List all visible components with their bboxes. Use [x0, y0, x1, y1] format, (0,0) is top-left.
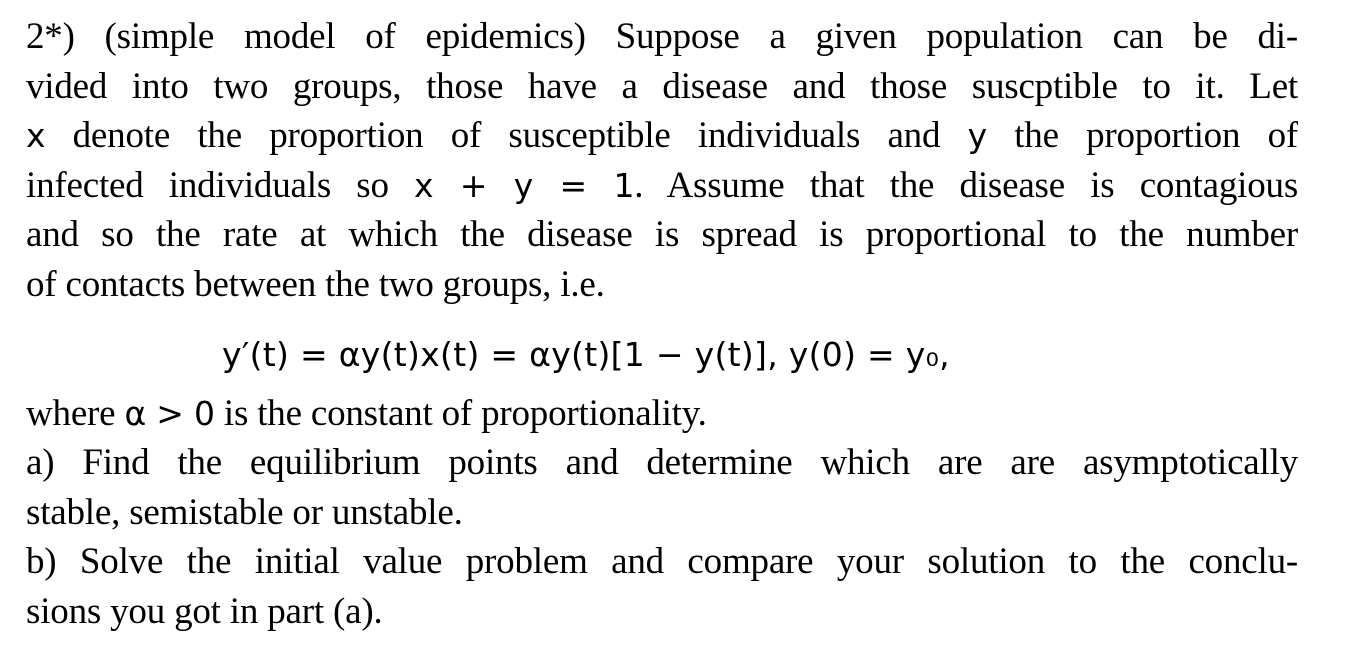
text-segment: denote the proportion of susceptible individuals and	[45, 115, 968, 156]
problem-text	[26, 12, 1298, 636]
part-a-line-2: stable, semistable or unstable.	[26, 491, 463, 533]
text-line-5: and so the rate at which the disease is spread is proportional to the number	[26, 214, 1298, 255]
text-line-6: of contacts between the two groups, i.e.	[26, 263, 605, 305]
text-segment: . Assume that the disease is contagious	[634, 164, 1298, 206]
text-line-4	[26, 161, 1298, 211]
math-x: x	[26, 116, 46, 155]
text-segment: is the constant of proportionality.	[214, 392, 707, 434]
text-line-7	[26, 389, 1298, 439]
part-b-line-2: sions you got in part (a).	[26, 590, 383, 632]
part-a-line-1: a) Find the equilibrium points and determine which are are asymptotically	[26, 442, 1298, 483]
text-line-2: vided into two groups, those have a disease and those suscptible to it. Let	[26, 65, 1298, 107]
math-y: y	[967, 116, 987, 155]
text-line-3	[26, 111, 1298, 161]
part-b-line-1: b) Solve the initial value problem and compare your solution to the conclu-	[26, 541, 1298, 582]
logistic-equation: y′(t) = αy(t)x(t) = αy(t)[1 − y(t)], y(0) = y₀,	[222, 335, 950, 374]
text-segment: infected individuals so	[26, 164, 414, 206]
math-alpha: α > 0	[124, 393, 215, 433]
text-segment: where	[26, 392, 125, 434]
text-line-1: 2*) (simple model of epidemics) Suppose a given population can be di-	[26, 16, 1298, 57]
math-sum: x + y = 1	[414, 165, 635, 205]
text-segment: the proportion of	[986, 115, 1298, 156]
